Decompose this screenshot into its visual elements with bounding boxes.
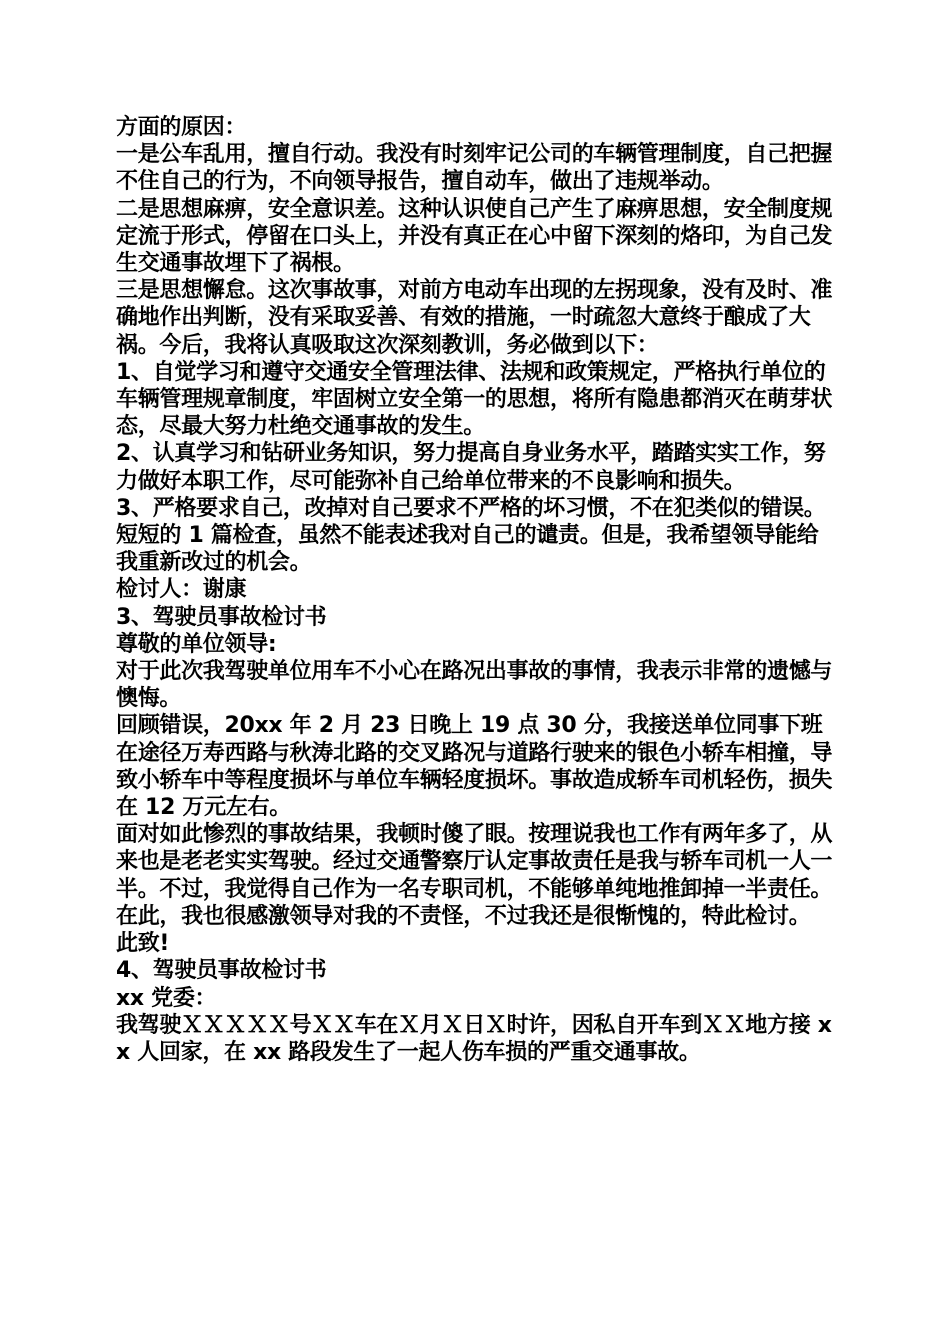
paragraph-measure-3: 3、严格要求自己，改掉对自己要求不严格的坏习惯，不在犯类似的错误。 [116,495,826,521]
document-page [116,114,840,1066]
paragraph-measure-1: 1、自觉学习和遵守交通安全管理法律、法规和政策规定，严格执行单位的车辆管理规章制度，牢固树立安全第一的思想，将所有隐患都消灭在萌芽状态，尽最大努力杜绝交通事故的发生。 [116,359,833,440]
paragraph-thanks: 在此，我也很感激领导对我的不责怪，不过我还是很惭愧的，特此检讨。 [116,903,811,929]
section-heading-4: 4、驾驶员事故检讨书 [116,958,327,984]
paragraph-addressee: xx 党委： [116,985,217,1011]
paragraph-reflection: 面对如此惨烈的事故结果，我顿时傻了眼。按理说我也工作有两年多了，从来也是老老实实驾驶。经过交通警察厅认定事故责任是我与轿车司机一人一半。不过，我觉得自己作为一名专职司机，不能够单纯地推卸掉一半责任。 [116,822,833,902]
paragraph-cause-1: 一是公车乱用，擅自行动。我没有时刻牢记公司的车辆管理制度，自己把握不住自己的行为，不向领导报告，擅自动车，做出了违规举动。 [116,142,833,195]
paragraph-cause-3: 三是思想懈怠。这次事故事，对前方电动车出现的左拐现象，没有及时、准确地作出判断，没有采取妥善、有效的措施，一时疏忽大意终于酿成了大祸。今后，我将认真吸取这次深刻教训，务必做到以下： [116,278,833,358]
paragraph-closing: 短短的 1 篇检查，虽然不能表述我对自己的谴责。但是，我希望领导能给我重新改过的机会。 [116,523,819,576]
paragraph-measure-2: 2、认真学习和钻研业务知识，努力提高自身业务水平，踏踏实实工作，努力做好本职工作，尽可能弥补自己给单位带来的不良影响和损失。 [116,441,826,494]
paragraph-incident: 我驾驶ＸＸＸＸＸ号ＸＸ车在Ｘ月Ｘ日Ｘ时许，因私自开车到ＸＸ地方接 xx 人回家，在 xx 路段发生了一起人伤车损的严重交通事故。 [116,1012,832,1065]
paragraph-regret: 对于此次我驾驶单位用车不小心在路况出事故的事情，我表示非常的遗憾与懊悔。 [116,659,833,712]
paragraph-review: 回顾错误，20xx 年 2 月 23 日晚上 19 点 30 分，我接送单位同事下班在途径万寿西路与秋涛北路的交叉路况与道路行驶来的银色小轿车相撞，导致小轿车中等程度损坏与单位车辆轻度损坏。事故造成轿车司机轻伤，损失在 12 万元左右。 [116,713,833,821]
paragraph-cause-2: 二是思想麻痹，安全意识差。这种认识使自己产生了麻痹思想，安全制度规定流于形式，停留在口头上，并没有真正在心中留下深刻的烙印，为自己发生交通事故埋下了祸根。 [116,196,833,277]
paragraph-regards: 此致! [116,931,170,957]
paragraph-causes-heading: 方面的原因： [116,115,247,140]
paragraph-salutation: 尊敬的单位领导: [116,631,277,657]
section-heading-3: 3、驾驶员事故检讨书 [116,604,327,630]
paragraph-signature: 检讨人：谢康 [116,577,247,603]
